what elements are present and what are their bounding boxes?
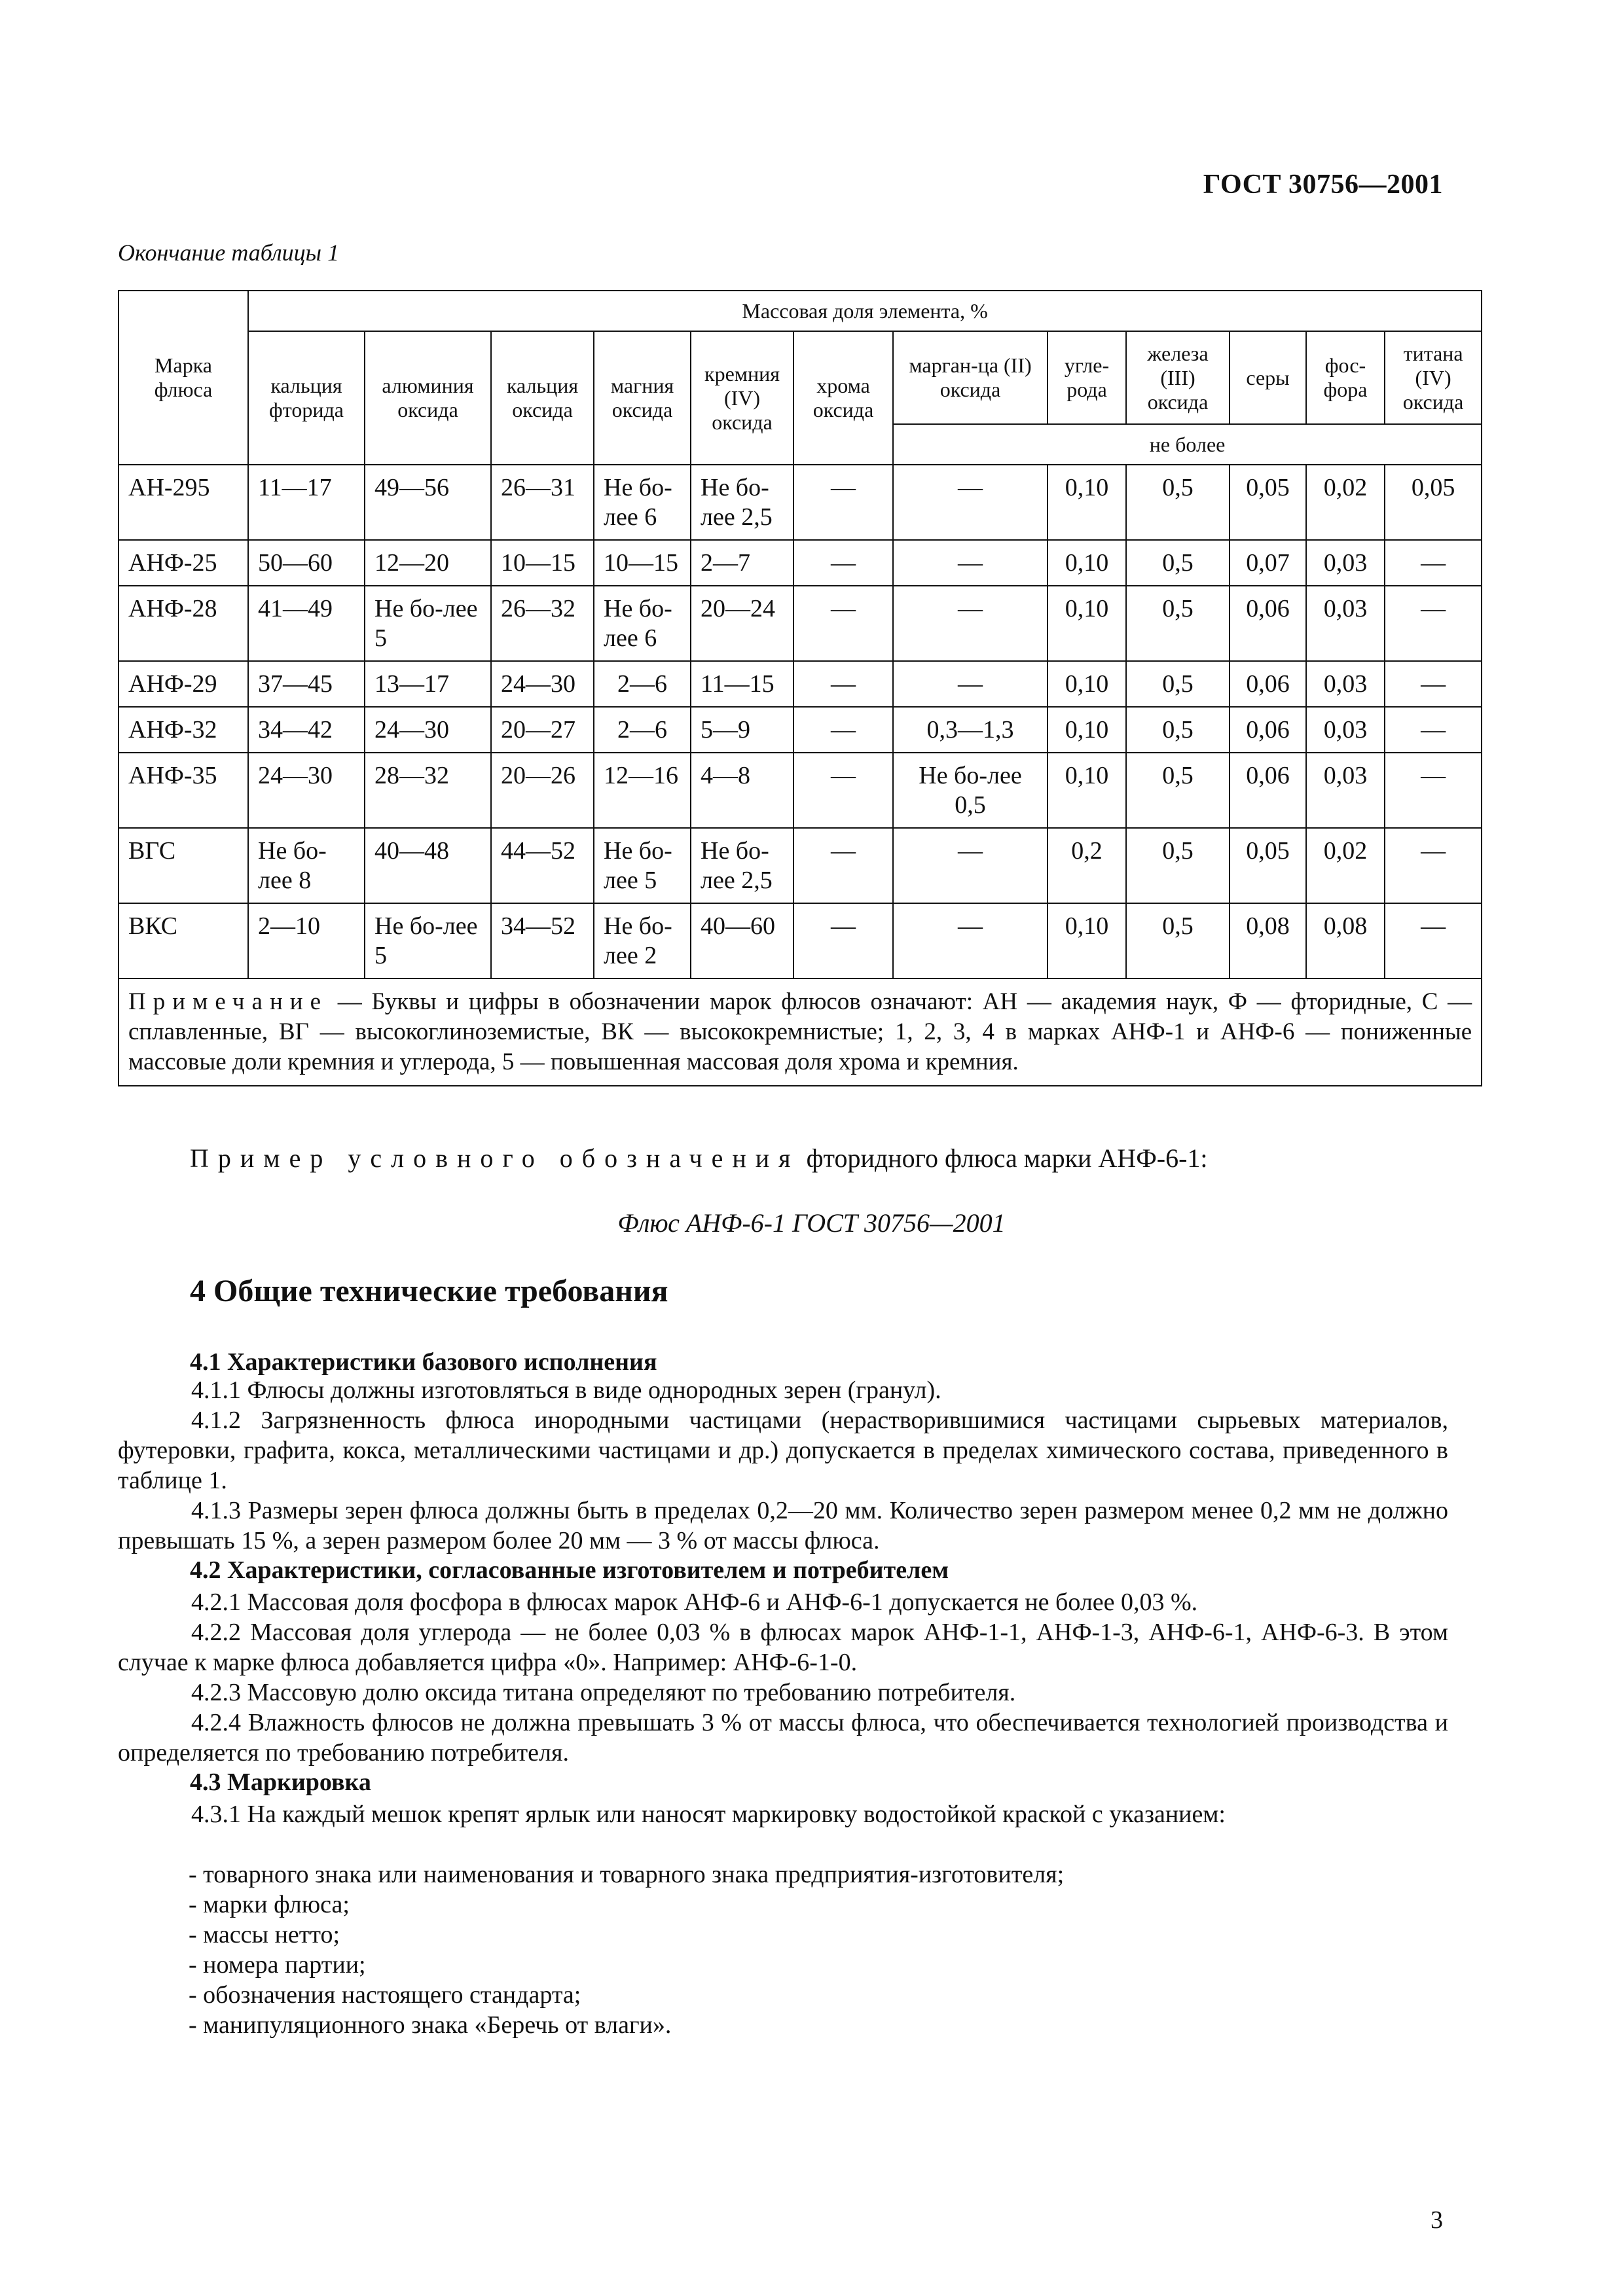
brand-cell: АН-295 [119, 465, 248, 540]
paragraph: 4.2.3 Массовую долю оксида титана определяют по требованию потребителя. [191, 1679, 1016, 1706]
table-cell: — [1385, 753, 1482, 828]
table-cell: 11—17 [248, 465, 365, 540]
table-cell: 41—49 [248, 586, 365, 661]
table-cell: Не бо-лее 8 [248, 828, 365, 903]
table-cell: 11—15 [691, 661, 793, 707]
table-cell: — [893, 540, 1048, 586]
table-cell: 0,5 [1126, 707, 1230, 753]
note-text: — Буквы и цифры в обозначении марок флюсов означают: АН — академия наук, Ф — фторидные, С — сплавленные, ВГ — высокоглиноземистые, ВК — высококремнистые; 1, 2, 3, 4 в марках АНФ-1 и АНФ-6 — пониженные массовые доли кремния и углерода, 5 — повышенная массовая доля хрома и кремния. [128, 988, 1472, 1075]
table-cell: — [893, 586, 1048, 661]
table-cell: 0,5 [1126, 828, 1230, 903]
table-cell: 50—60 [248, 540, 365, 586]
column-header: титана (IV) оксида [1385, 331, 1482, 424]
column-header: алюминия оксида [365, 331, 491, 465]
table-cell: 0,08 [1230, 903, 1306, 978]
table-cell: 2—7 [691, 540, 793, 586]
table-cell: 0,10 [1048, 540, 1126, 586]
table-cell: — [793, 828, 893, 903]
brand-cell: ВГС [119, 828, 248, 903]
table-row [119, 540, 1482, 586]
column-header: угле-рода [1048, 331, 1126, 424]
table-cell: — [1385, 661, 1482, 707]
table-cell: 20—26 [491, 753, 594, 828]
table-cell: 0,02 [1306, 465, 1385, 540]
designation-example-intro [190, 1143, 1208, 1174]
table-cell: 0,03 [1306, 661, 1385, 707]
table-cell: 0,5 [1126, 661, 1230, 707]
table-cell: — [1385, 540, 1482, 586]
table-cell: 20—27 [491, 707, 594, 753]
table-cell: 0,08 [1306, 903, 1385, 978]
table-cell: 2—6 [594, 707, 691, 753]
example-label: Пример условного обозначения [190, 1143, 800, 1173]
table-cell: 0,07 [1230, 540, 1306, 586]
table-row [119, 903, 1482, 978]
table-cell: — [893, 661, 1048, 707]
brand-column-header: Марка флюса [119, 291, 248, 465]
example-rest: фторидного флюса марки АНФ-6-1: [806, 1143, 1208, 1173]
table-cell: 0,5 [1126, 465, 1230, 540]
subsection-heading: 4.1 Характеристики базового исполнения [190, 1348, 657, 1376]
table-cell: 49—56 [365, 465, 491, 540]
table-cell: 0,2 [1048, 828, 1126, 903]
column-header: кремния (IV) оксида [691, 331, 793, 465]
mass-fraction-group-header: Массовая доля элемента, % [248, 291, 1482, 331]
table-cell: 40—48 [365, 828, 491, 903]
table-cell: 0,5 [1126, 586, 1230, 661]
table-cell: 0,05 [1385, 465, 1482, 540]
table-cell: — [793, 540, 893, 586]
table-cell: 0,05 [1230, 465, 1306, 540]
table-cell: — [1385, 707, 1482, 753]
table-cell: Не бо-лее 2,5 [691, 828, 793, 903]
table-cell: 0,10 [1048, 707, 1126, 753]
flux-composition-table [118, 290, 1482, 1086]
table-cell: 0,03 [1306, 540, 1385, 586]
subsection-heading: 4.2 Характеристики, согласованные изготовителем и потребителем [190, 1556, 949, 1584]
table-cell: 5—9 [691, 707, 793, 753]
table-row [119, 707, 1482, 753]
table-cell: 0,03 [1306, 707, 1385, 753]
table-cell: Не бо-лее 6 [594, 465, 691, 540]
table-cell: 0,3—1,3 [893, 707, 1048, 753]
table-cell: 12—20 [365, 540, 491, 586]
table-cell: — [1385, 828, 1482, 903]
paragraph: 4.2.2 Массовая доля углерода — не более 0,03 % в флюсах марок АНФ-1-1, АНФ-1-3, АНФ-6-1, АНФ-6-3. В этом случае к марке флюса добавляется цифра «0». Например: АНФ-6-1-0. [118, 1619, 1448, 1676]
table-cell: 2—10 [248, 903, 365, 978]
list-item: - обозначения настоящего стандарта; [189, 1981, 581, 2009]
paragraph: 4.3.1 На каждый мешок крепят ярлык или наносят маркировку водостойкой краской с указанием: [191, 1801, 1226, 1828]
table-cell: 13—17 [365, 661, 491, 707]
table-cell: 4—8 [691, 753, 793, 828]
paragraph: 4.1.2 Загрязненность флюса инородными частицами (нерастворившимися частицами сырьевых материалов, футеровки, графита, кокса, металлическими частицами и др.) допускается в пределах химического состава, приведенного в таблице 1. [118, 1407, 1448, 1494]
table-cell: 24—30 [248, 753, 365, 828]
table-row [119, 465, 1482, 540]
table-cell: — [793, 753, 893, 828]
table-cell: — [793, 903, 893, 978]
table-cell: Не бо-лее 0,5 [893, 753, 1048, 828]
brand-cell: АНФ-32 [119, 707, 248, 753]
table-cell: 37—45 [248, 661, 365, 707]
table-cell: 24—30 [491, 661, 594, 707]
table-cell: 20—24 [691, 586, 793, 661]
table-cell: 0,10 [1048, 753, 1126, 828]
table-cell: — [793, 707, 893, 753]
table-cell: 0,03 [1306, 753, 1385, 828]
table-cell: — [893, 828, 1048, 903]
table-cell: 0,05 [1230, 828, 1306, 903]
table-cell: — [1385, 586, 1482, 661]
table-cell: 2—6 [594, 661, 691, 707]
table-row [119, 753, 1482, 828]
table-cell: Не бо-лее 5 [365, 586, 491, 661]
table-cell: 0,10 [1048, 903, 1126, 978]
table-cell: 0,06 [1230, 753, 1306, 828]
table-row [119, 828, 1482, 903]
table-cell: 0,10 [1048, 465, 1126, 540]
table-cell: — [793, 661, 893, 707]
table-cell: 0,06 [1230, 707, 1306, 753]
table-cell: Не бо-лее 5 [365, 903, 491, 978]
standard-header: ГОСТ 30756—2001 [1203, 170, 1443, 200]
table-cell: 0,5 [1126, 540, 1230, 586]
column-header: кальция фторида [248, 331, 365, 465]
list-item: - манипуляционного знака «Беречь от влаги». [189, 2011, 672, 2039]
table-cell: 0,02 [1306, 828, 1385, 903]
column-header: марган-ца (II) оксида [893, 331, 1048, 424]
page-number: 3 [1431, 2206, 1443, 2234]
table-cell: 0,5 [1126, 903, 1230, 978]
table-cell: 34—52 [491, 903, 594, 978]
section-title: 4 Общие технические требования [190, 1274, 668, 1308]
table-cell: Не бо-лее 2 [594, 903, 691, 978]
table-cell: Не бо-лее 5 [594, 828, 691, 903]
table-cell: 26—31 [491, 465, 594, 540]
table-note [119, 978, 1482, 1086]
table-cell: 0,10 [1048, 661, 1126, 707]
table-cell: 26—32 [491, 586, 594, 661]
table-cell: 0,03 [1306, 586, 1385, 661]
table-cell: — [793, 586, 893, 661]
table-cell: 44—52 [491, 828, 594, 903]
list-item: - номера партии; [189, 1951, 366, 1979]
table-cell: — [893, 903, 1048, 978]
paragraph: 4.1.3 Размеры зерен флюса должны быть в пределах 0,2—20 мм. Количество зерен размером менее 0,2 мм не должно превышать 15 %, а зерен размером более 20 мм — 3 % от массы флюса. [118, 1497, 1448, 1554]
brand-cell: АНФ-28 [119, 586, 248, 661]
table-cell: — [893, 465, 1048, 540]
table-cell: 28—32 [365, 753, 491, 828]
column-header: хрома оксида [793, 331, 893, 465]
not-more-header: не более [893, 424, 1482, 465]
column-header: железа (III) оксида [1126, 331, 1230, 424]
table-caption: Окончание таблицы 1 [118, 240, 340, 266]
table-cell: 10—15 [491, 540, 594, 586]
list-item: - марки флюса; [189, 1891, 350, 1918]
brand-cell: АНФ-25 [119, 540, 248, 586]
table-cell: 0,06 [1230, 661, 1306, 707]
table-cell: 24—30 [365, 707, 491, 753]
table-cell: 40—60 [691, 903, 793, 978]
designation-example-code: Флюс АНФ-6-1 ГОСТ 30756—2001 [617, 1208, 1006, 1238]
paragraph: 4.1.1 Флюсы должны изготовляться в виде однородных зерен (гранул). [191, 1376, 941, 1404]
table-cell: 12—16 [594, 753, 691, 828]
table-cell: Не бо-лее 6 [594, 586, 691, 661]
paragraph: 4.2.4 Влажность флюсов не должна превышать 3 % от массы флюса, что обеспечивается технологией производства и определяется по требованию потребителя. [118, 1709, 1448, 1767]
table-cell: 34—42 [248, 707, 365, 753]
column-header: фос-фора [1306, 331, 1385, 424]
table-row [119, 586, 1482, 661]
brand-cell: ВКС [119, 903, 248, 978]
table-cell: 0,10 [1048, 586, 1126, 661]
brand-cell: АНФ-35 [119, 753, 248, 828]
table-cell: 10—15 [594, 540, 691, 586]
table-body [119, 465, 1482, 978]
column-header: кальция оксида [491, 331, 594, 465]
table-cell: — [793, 465, 893, 540]
column-header: серы [1230, 331, 1306, 424]
column-header: магния оксида [594, 331, 691, 465]
list-item: - массы нетто; [189, 1921, 340, 1948]
subsection-heading: 4.3 Маркировка [190, 1768, 371, 1796]
table-cell: Не бо-лее 2,5 [691, 465, 793, 540]
paragraph: 4.2.1 Массовая доля фосфора в флюсах марок АНФ-6 и АНФ-6-1 допускается не более 0,03 %. [191, 1588, 1198, 1616]
table-cell: 0,06 [1230, 586, 1306, 661]
note-label: Примечание [128, 988, 328, 1015]
table-cell: 0,5 [1126, 753, 1230, 828]
list-item: - товарного знака или наименования и товарного знака предприятия-изготовителя; [189, 1861, 1065, 1888]
brand-cell: АНФ-29 [119, 661, 248, 707]
table-row [119, 661, 1482, 707]
table-cell: — [1385, 903, 1482, 978]
